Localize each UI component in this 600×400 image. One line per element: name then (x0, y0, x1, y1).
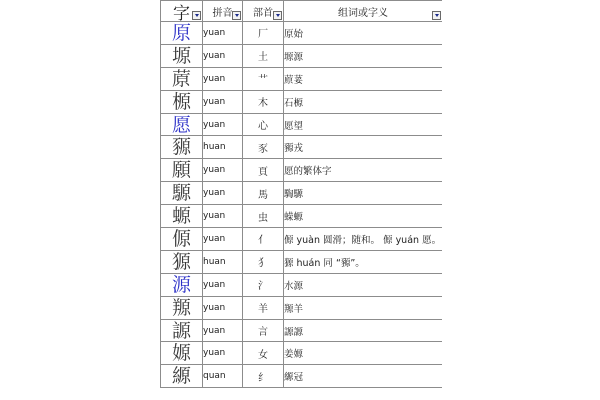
meaning-cell[interactable]: 縓冠 (284, 365, 443, 388)
spreadsheet-table (160, 0, 442, 400)
pinyin-cell[interactable]: yuan (203, 228, 243, 251)
char-cell[interactable]: 塬 (161, 44, 203, 67)
meaning-cell[interactable]: 姜嫄 (284, 342, 443, 365)
meaning-cell[interactable]: 愿的繁体字 (284, 159, 443, 182)
table-row (161, 365, 443, 388)
meaning-cell[interactable]: 騊騵 (284, 182, 443, 205)
char-cell[interactable]: 獂 (161, 250, 203, 273)
pinyin-cell[interactable]: huan (203, 136, 243, 159)
meaning-cell[interactable]: 獂 huán 同 “豲”。 (284, 250, 443, 273)
radical-cell[interactable]: 纟 (243, 365, 284, 388)
radical-cell[interactable]: 羊 (243, 296, 284, 319)
pinyin-cell[interactable]: yuan (203, 342, 243, 365)
table-row (161, 44, 443, 67)
pinyin-cell[interactable]: yuan (203, 273, 243, 296)
radical-cell[interactable]: 頁 (243, 159, 284, 182)
filter-dropdown-icon[interactable] (432, 11, 441, 20)
radical-cell[interactable]: 厂 (243, 22, 284, 45)
table-row (161, 250, 443, 273)
filter-dropdown-icon[interactable] (192, 11, 201, 20)
char-cell[interactable]: 羱 (161, 296, 203, 319)
table-row (161, 67, 443, 90)
header-char-label: 字 (173, 3, 190, 22)
char-cell[interactable]: 嫄 (161, 342, 203, 365)
table-row (161, 296, 443, 319)
meaning-cell[interactable]: 羱羊 (284, 296, 443, 319)
char-cell[interactable]: 謜 (161, 319, 203, 342)
pinyin-cell[interactable]: yuan (203, 205, 243, 228)
radical-cell[interactable]: 氵 (243, 273, 284, 296)
radical-cell[interactable]: 木 (243, 90, 284, 113)
char-cell[interactable]: 源 (161, 273, 203, 296)
char-cell[interactable]: 蒝 (161, 67, 203, 90)
meaning-cell[interactable]: 蒝荽 (284, 67, 443, 90)
char-cell[interactable]: 縓 (161, 365, 203, 388)
pinyin-cell[interactable]: yuan (203, 22, 243, 45)
meaning-cell[interactable]: 石榞 (284, 90, 443, 113)
pinyin-cell[interactable]: yuan (203, 113, 243, 136)
char-cell[interactable]: 傆 (161, 228, 203, 251)
table-row (161, 273, 443, 296)
filter-dropdown-icon[interactable] (273, 11, 282, 20)
table-row (161, 182, 443, 205)
filter-dropdown-icon[interactable] (232, 11, 241, 20)
header-radical (243, 1, 284, 22)
table-row (161, 22, 443, 45)
meaning-cell[interactable]: 豲戎 (284, 136, 443, 159)
char-cell[interactable]: 愿 (161, 113, 203, 136)
header-char (161, 1, 203, 22)
radical-cell[interactable]: 犭 (243, 250, 284, 273)
meaning-cell[interactable]: 塬源 (284, 44, 443, 67)
header-meaning-label: 组词或字义 (338, 7, 388, 19)
meaning-cell[interactable]: 謜謜 (284, 319, 443, 342)
table-row (161, 159, 443, 182)
radical-cell[interactable]: 土 (243, 44, 284, 67)
radical-cell[interactable]: 言 (243, 319, 284, 342)
pinyin-cell[interactable]: yuan (203, 44, 243, 67)
table-row (161, 90, 443, 113)
char-cell[interactable]: 原 (161, 22, 203, 45)
radical-cell[interactable]: 心 (243, 113, 284, 136)
header-row (161, 1, 443, 22)
meaning-cell[interactable]: 愿望 (284, 113, 443, 136)
pinyin-cell[interactable]: yuan (203, 319, 243, 342)
char-cell[interactable]: 騵 (161, 182, 203, 205)
radical-cell[interactable]: 亻 (243, 228, 284, 251)
table-row (161, 113, 443, 136)
table-row (161, 342, 443, 365)
pinyin-cell[interactable]: yuan (203, 159, 243, 182)
radical-cell[interactable]: 女 (243, 342, 284, 365)
radical-cell[interactable]: 艹 (243, 67, 284, 90)
header-pinyin (203, 1, 243, 22)
header-pinyin-label: 拼音 (212, 7, 233, 19)
pinyin-cell[interactable]: yuan (203, 296, 243, 319)
char-cell[interactable]: 榞 (161, 90, 203, 113)
table-row (161, 205, 443, 228)
radical-cell[interactable]: 馬 (243, 182, 284, 205)
meaning-cell[interactable]: 水源 (284, 273, 443, 296)
pinyin-cell[interactable]: huan (203, 250, 243, 273)
pinyin-cell[interactable]: yuan (203, 90, 243, 113)
char-cell[interactable]: 豲 (161, 136, 203, 159)
table-row (161, 136, 443, 159)
pinyin-cell[interactable]: quan (203, 365, 243, 388)
table-row (161, 228, 443, 251)
character-table (160, 0, 442, 388)
pinyin-cell[interactable]: yuan (203, 67, 243, 90)
meaning-cell[interactable]: 蝾螈 (284, 205, 443, 228)
table-row (161, 319, 443, 342)
meaning-cell[interactable]: 傆 yuàn 圆滑；随和。 傆 yuán 愿。 (284, 228, 443, 251)
header-meaning (284, 1, 443, 22)
meaning-cell[interactable]: 原始 (284, 22, 443, 45)
char-cell[interactable]: 願 (161, 159, 203, 182)
radical-cell[interactable]: 豕 (243, 136, 284, 159)
radical-cell[interactable]: 虫 (243, 205, 284, 228)
pinyin-cell[interactable]: yuan (203, 182, 243, 205)
header-radical-label: 部首 (253, 7, 273, 19)
char-cell[interactable]: 螈 (161, 205, 203, 228)
